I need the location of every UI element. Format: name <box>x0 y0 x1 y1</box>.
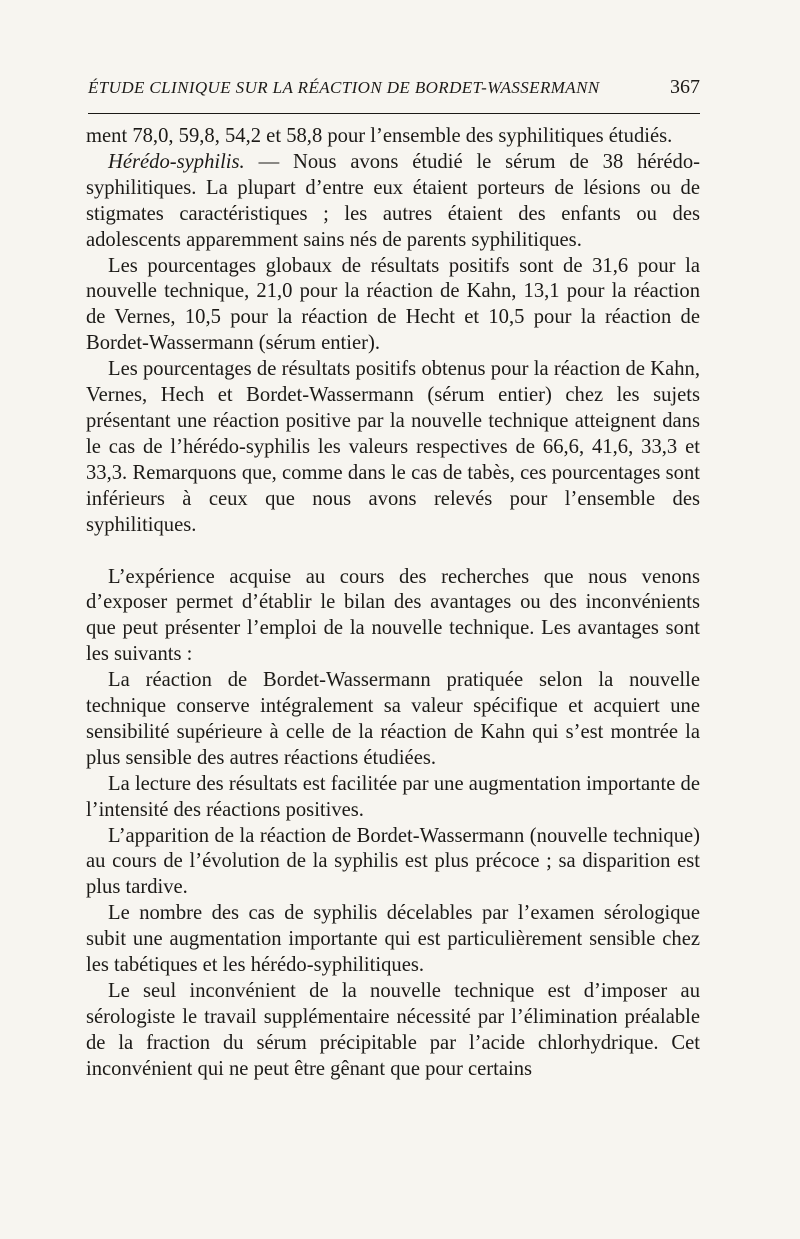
paragraph-experience: L’expérience acquise au cours des recherches que nous venons d’exposer permet d’établir le bilan des avantages ou des inconvénients que peut présenter l’emploi de la nouvelle technique. Les avantages sont les suivants : <box>86 565 700 666</box>
paragraph: L’apparition de la réaction de Bordet-Wassermann (nouvelle technique) au cours de l’évolution de la syphilis est plus précoce ; sa disparition est plus tardive. <box>86 824 700 899</box>
paragraph: La lecture des résultats est facilitée par une augmentation importante de l’intensité des réactions positives. <box>86 772 700 821</box>
paragraph: Les pourcentages de résultats positifs obtenus pour la réaction de Kahn, Vernes, Hech et Bordet-Wassermann (sérum entier) chez les sujets présentant une réaction positive par la nouvelle technique atteignent dans le cas de l’hérédo-syphilis les valeurs respectives de 66,6, 41,6, 33,3 et 33,3. Remarquons que, comme dans le cas de tabès, ces pourcentages sont inférieurs à ceux que nous avons relevés pour l’ensemble des syphilitiques. <box>86 358 700 536</box>
section-lead: Hérédo-syphilis. <box>108 150 245 173</box>
page-header <box>88 76 700 106</box>
paragraph: Les pourcentages globaux de résultats positifs sont de 31,6 pour la nouvelle technique, 21,0 pour la réaction de Kahn, 13,1 pour la réaction de Vernes, 10,5 pour la réaction de Hecht et 10,5 pour la réaction de Bordet-Wassermann (sérum entier). <box>86 254 700 355</box>
header-rule <box>88 113 700 114</box>
paragraph-heredo-syphilis: Hérédo-syphilis. — Nous avons étudié le sérum de 38 hérédo-syphilitiques. La plupart d’entre eux étaient porteurs de lésions ou de stigmates caractéristiques ; les autres étaient des enfants ou des adolescents apparemment sains nés de parents syphilitiques. <box>86 150 700 251</box>
body-text <box>86 124 700 1083</box>
running-title: ÉTUDE CLINIQUE SUR LA RÉACTION DE BORDET-WASSERMANN <box>88 78 600 97</box>
paragraph: Le seul inconvénient de la nouvelle technique est d’imposer au sérologiste le travail supplémentaire nécessité par l’élimination préalable de la fraction du sérum précipitable par l’acide chlorhydrique. Cet inconvénient qui ne peut être gênant que pour certains <box>86 980 700 1080</box>
page-number: 367 <box>670 76 700 98</box>
paragraph: Le nombre des cas de syphilis décelables par l’examen sérologique subit une augmentation importante qui est particulièrement sensible chez les tabétiques et les hérédo-syphilitiques. <box>86 902 700 977</box>
paragraph-continuation: ment 78,0, 59,8, 54,2 et 58,8 pour l’ensemble des syphilitiques étudiés. <box>86 125 673 147</box>
paragraph: La réaction de Bordet-Wassermann pratiquée selon la nouvelle technique conserve intégralement sa valeur spécifique et acquiert une sensibilité supérieure à celle de la réaction de Kahn qui s’est montrée la plus sensible des autres réactions étudiées. <box>86 669 700 769</box>
